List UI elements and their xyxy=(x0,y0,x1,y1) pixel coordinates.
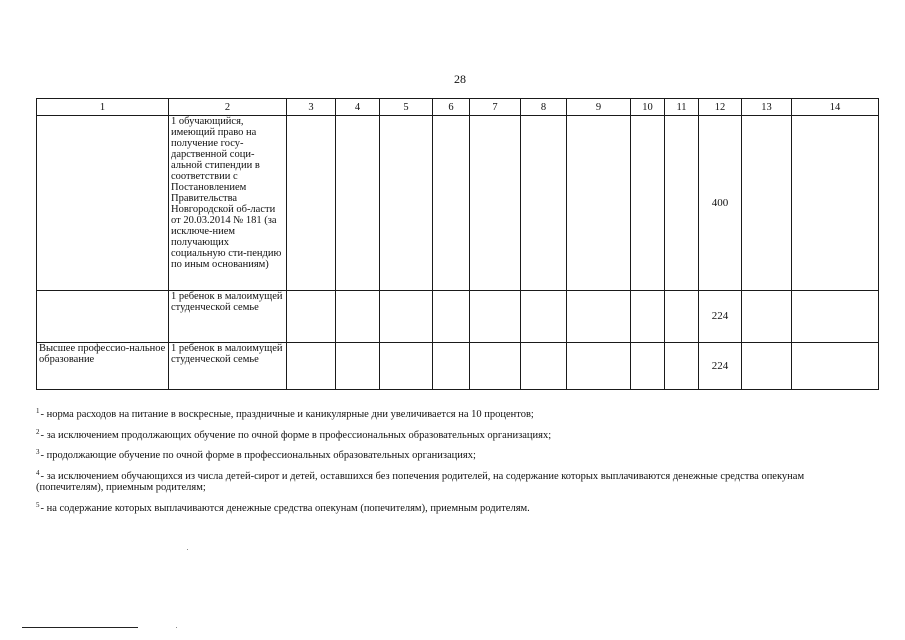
footnote-text: - продолжающие обучение по очной форме в профессиональных образовательных организациях; xyxy=(40,450,476,461)
table-cell xyxy=(380,291,433,343)
table-row xyxy=(37,291,879,343)
table-cell xyxy=(567,343,631,390)
column-header: 13 xyxy=(742,99,792,116)
table-cell xyxy=(521,343,567,390)
table-cell xyxy=(792,343,879,390)
column-header: 8 xyxy=(521,99,567,116)
column-header: 4 xyxy=(336,99,380,116)
table-cell xyxy=(567,116,631,291)
table-cell-education-level xyxy=(37,291,169,343)
footnote-text: - норма расходов на питание в воскресные, праздничные и каникулярные дни увеличивается на 10 процентов; xyxy=(40,409,534,420)
column-header: 12 xyxy=(699,99,742,116)
footnote-mark: 2 xyxy=(36,427,40,436)
table-cell xyxy=(380,116,433,291)
column-header: 2 xyxy=(169,99,287,116)
table-cell xyxy=(521,291,567,343)
table-cell xyxy=(792,116,879,291)
table-cell xyxy=(287,291,336,343)
table-cell-description: 1 ребенок в малоимущей студенческой семье xyxy=(169,291,287,343)
footnote-text: - за исключением обучающихся из числа детей-сирот и детей, оставшихся без попечения родителей, на содержание которых выплачиваются денежные средства опекунам (попечителям), приемным родителям; xyxy=(36,470,805,493)
footnote-text: - за исключением продолжающих обучение по очной форме в профессиональных образовательных организациях; xyxy=(40,429,552,441)
table-cell xyxy=(470,291,521,343)
table-cell xyxy=(433,343,470,390)
table-cell-description: 1 ребенок в малоимущей студенческой семье xyxy=(169,343,287,390)
column-header: 1 xyxy=(37,99,169,116)
column-header: 3 xyxy=(287,99,336,116)
column-header: 11 xyxy=(665,99,699,116)
footnote xyxy=(36,500,836,515)
data-table xyxy=(36,98,879,390)
table-cell xyxy=(336,116,380,291)
table-cell xyxy=(380,343,433,390)
footnote xyxy=(36,447,836,462)
table-cell xyxy=(470,343,521,390)
footnote-text: - на содержание которых выплачиваются денежные средства опекунам (попечителям), приемным родителям. xyxy=(40,502,530,514)
table-cell xyxy=(792,291,879,343)
table-cell xyxy=(336,291,380,343)
table-cell-education-level: Высшее профессио-нальное образование xyxy=(37,343,169,390)
table-header-row xyxy=(37,99,879,116)
table-cell xyxy=(433,291,470,343)
table-cell xyxy=(665,116,699,291)
table-cell xyxy=(742,343,792,390)
table-cell-amount: 400 xyxy=(699,116,742,291)
column-header: 9 xyxy=(567,99,631,116)
table-row xyxy=(37,116,879,291)
footnote-mark: 4 xyxy=(36,468,40,477)
table-cell-amount: 224 xyxy=(699,291,742,343)
table-row xyxy=(37,343,879,390)
footnote-mark: 3 xyxy=(36,448,40,456)
column-header: 14 xyxy=(792,99,879,116)
footnote-mark: 5 xyxy=(36,500,40,509)
scan-speck xyxy=(187,549,188,550)
table-cell xyxy=(665,291,699,343)
footnote xyxy=(36,468,836,494)
footnote xyxy=(36,406,836,421)
table-cell xyxy=(433,116,470,291)
column-header: 7 xyxy=(470,99,521,116)
footnote-mark: 1 xyxy=(36,407,40,415)
table-cell xyxy=(742,116,792,291)
table-cell xyxy=(665,343,699,390)
table-cell xyxy=(287,343,336,390)
column-header: 5 xyxy=(380,99,433,116)
footer-rule xyxy=(22,627,138,628)
table-cell xyxy=(470,116,521,291)
table-cell xyxy=(631,116,665,291)
table-cell xyxy=(336,343,380,390)
table-cell-description: 1 обучающийся, имеющий право на получение госу-дарственной соци-альной стипендии в соответствии с Постановлением Правительства Новгородской об-ласти от 20.03.2014 № 181 (за исключе-нием получающих социальную сти-пендию по иным основаниям) xyxy=(169,116,287,291)
table-cell-amount: 224 xyxy=(699,343,742,390)
table-cell xyxy=(742,291,792,343)
table-cell xyxy=(567,291,631,343)
table-cell xyxy=(287,116,336,291)
column-header: 6 xyxy=(433,99,470,116)
page-number: 28 xyxy=(454,72,466,86)
scan-speck xyxy=(176,627,177,628)
column-header: 10 xyxy=(631,99,665,116)
table-cell xyxy=(521,116,567,291)
table-cell xyxy=(631,291,665,343)
table-cell-education-level xyxy=(37,116,169,291)
footnote xyxy=(36,427,836,442)
table-cell xyxy=(631,343,665,390)
footnotes xyxy=(36,406,836,520)
